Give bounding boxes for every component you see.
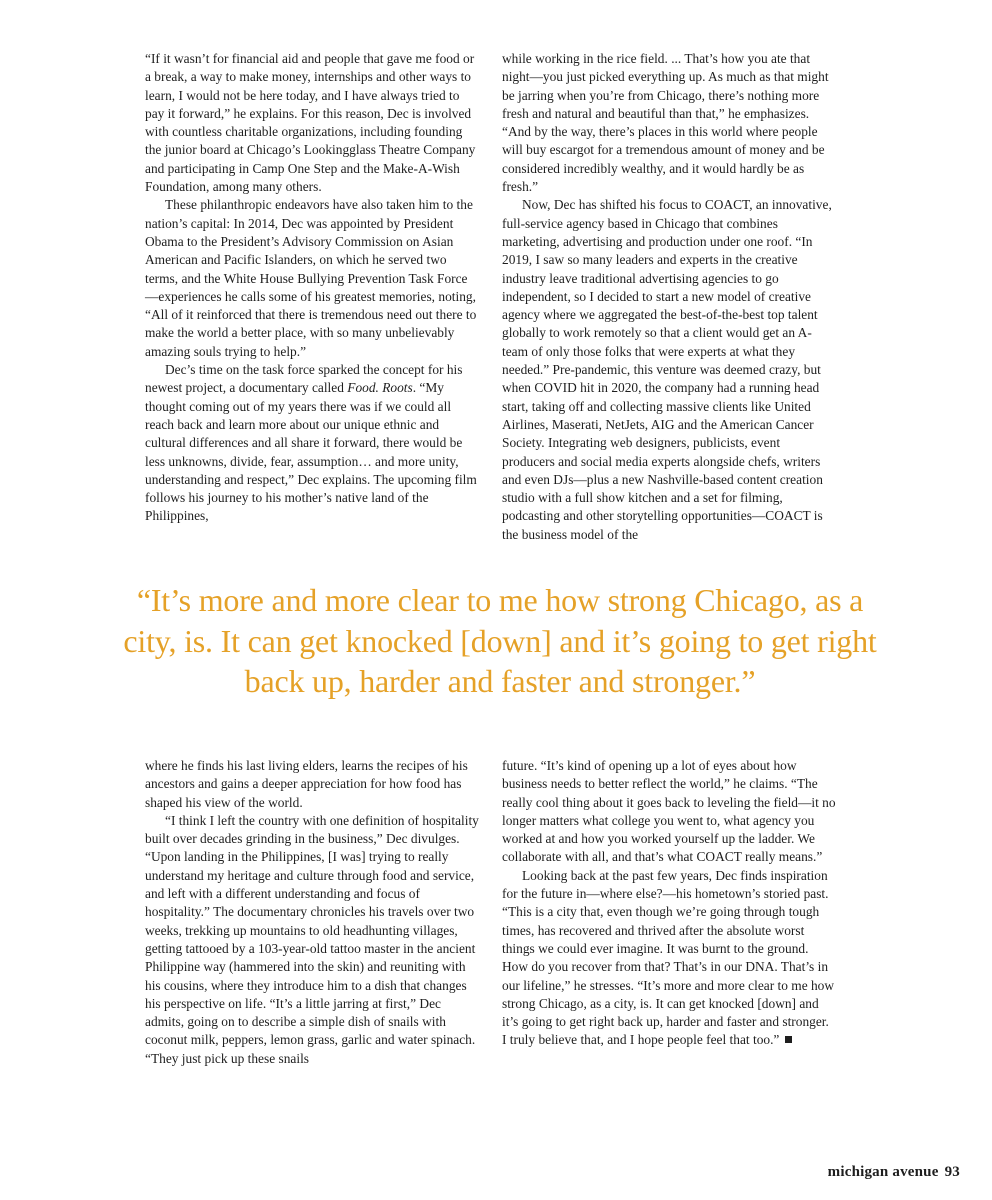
paragraph (145, 361, 479, 526)
article-column-bottom-left (145, 757, 479, 1068)
paragraph: Now, Dec has shifted his focus to COACT, an innovative, full-service agency based in Chicago that combines marketing, advertising and production under one roof. “In 2019, I saw so many leaders and experts in the creative industry leave traditional advertising agencies to go independent, so I decided to start a new model of creative agency where we aggregated the best-of-the-best top talent globally to work remotely so that a client would get an A-team of only those folks that were experts at what they needed.” Pre-pandemic, this venture was deemed crazy, but when COVID hit in 2020, the company had a running head start, taking off and collecting massive clients like United Airlines, Maserati, NetJets, AIG and the American Cancer Society. Integrating web designers, publicists, event producers and social media experts alongside chefs, writers and even DJs—plus a new Nashville-based content creation studio with a full show kitchen and a set for filming, podcasting and other storytelling opportunities—COACT is the business model of the (502, 197, 832, 542)
paragraph-text: Looking back at the past few years, Dec finds inspiration for the future in—where else?—his hometown’s storied past. “This is a city that, even though we’re going through tough times, has recovered and thrived after the absolute worst things we could ever imagine. It was burnt to the ground. How do you recover from that? That’s in our DNA. That’s in our lifeline,” he stresses. “It’s more and more clear to me how strong Chicago, as a city, is. It can get knocked [down] and it’s going to get right back up, harder and faster and stronger. I truly believe that, and I hope people feel that too.” (502, 867, 835, 1048)
magazine-name: michigan avenue (827, 1164, 939, 1180)
article-column-top-right (502, 50, 836, 544)
page-number: 93 (944, 1164, 960, 1180)
paragraph: These philanthropic endeavors have also taken him to the nation’s capital: In 2014, Dec was appointed by President Obama to the President’s Advisory Commission on Asian American and Pacific Islanders, on which he served two terms, and the White House Bullying Prevention Task Force—experiences he calls some of his greatest memories, noting, “All of it reinforced that there is tremendous need out there to make the world a better place, with so many unbelievably amazing souls trying to help.” (145, 197, 477, 359)
pull-quote: “It’s more and more clear to me how strong Chicago, as a city, is. It can get knocked [down] and it’s going to get right back up, harder and faster and stronger.” (123, 582, 877, 699)
end-mark-icon (785, 1036, 792, 1043)
paragraph: “If it wasn’t for financial aid and people that gave me food or a break, a way to make money, internships and other ways to learn, I would not be here today, and I have always tried to pay it forward,” he explains. For this reason, Dec is involved with countless charitable organizations, including founding the junior board at Chicago’s Lookingglass Theatre Company and participating in Camp One Step and the Make-A-Wish Foundation, among many others. (145, 51, 476, 195)
paragraph: future. “It’s kind of opening up a lot of eyes about how business needs to better reflect the world,” he claims. “The really cool thing about it goes back to leveling the field—it no longer matters what college you went to, what agency you worked at and how you worked yourself up the ladder. We collaborate with all, and that’s what COACT really means.” (502, 758, 836, 865)
paragraph-text: . “My thought coming out of my years there was if we could all reach back and learn more about our unique ethnic and cultural differences and all share it forward, there would be less unknowns, divide, fear, assumption… and more unity, understanding and respect,” Dec explains. The upcoming film follows his journey to his mother’s native land of the Philippines, (145, 380, 477, 524)
paragraph-text: Dec’s time on the task force sparked the concept for his newest project, a documentary called (145, 362, 463, 396)
film-title: Food. Roots (347, 380, 413, 396)
page-footer (828, 1164, 960, 1181)
paragraph: while working in the rice field. ... That’s how you ate that night—you just picked everything up. As much as that might be jarring when you’re from Chicago, there’s nothing more fresh and natural and beautiful than that,” he emphasizes. “And by the way, there’s places in this world where people will buy escargot for a tremendous amount of money and be considered incredibly wealthy, and it would hardly be as fresh.” (502, 51, 829, 195)
article-column-bottom-right (502, 757, 836, 1050)
paragraph (502, 867, 836, 1050)
article-column-top-left (145, 50, 479, 526)
paragraph: where he finds his last living elders, learns the recipes of his ancestors and gains a deeper appreciation for how food has shaped his view of the world. (145, 758, 468, 810)
paragraph: “I think I left the country with one definition of hospitality built over decades grinding in the business,” Dec divulges. “Upon landing in the Philippines, [I was] trying to really understand my heritage and culture through food and service, and left with a different understanding and focus of hospitality.” The documentary chronicles his travels over two weeks, trekking up mountains to old headhunting villages, getting tattooed by a 103-year-old tattoo master in the ancient Philippine way (hammered into the skin) and reuniting with his cousins, where they introduce him to a dish that changes his perspective on life. “It’s a little jarring at first,” Dec admits, going on to describe a simple dish of snails with coconut milk, peppers, lemon grass, garlic and water spinach. “They just pick up these snails (145, 812, 479, 1066)
